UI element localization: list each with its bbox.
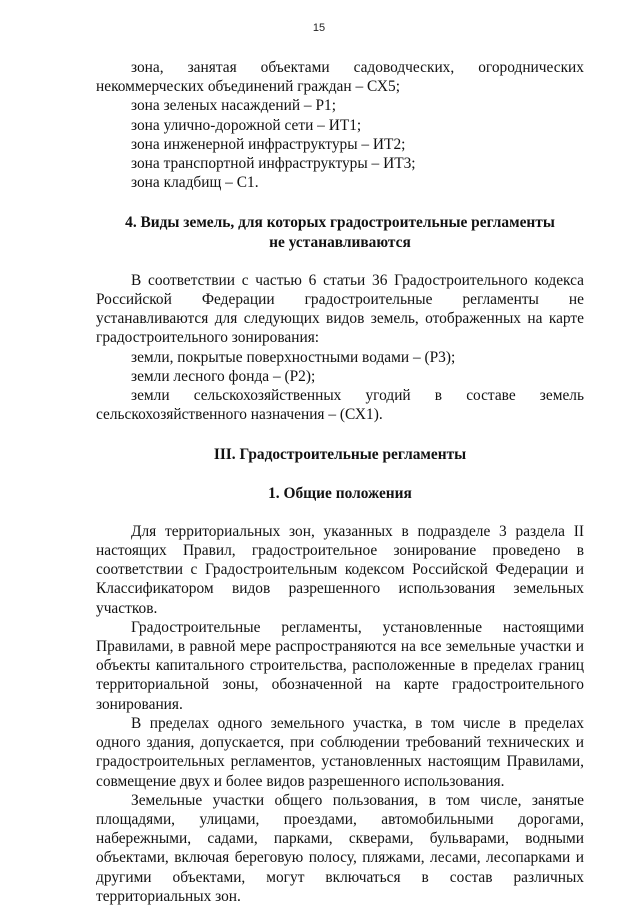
section1-paragraph-1: Для территориальных зон, указанных в подразделе 3 раздела II настоящих Правил, градостроительное зонирование проведено в соответствии с Градостроительным кодексом Российской Федерации и Классификатором видов разрешенного использования земельных участков. [96, 522, 584, 617]
part3-heading: III. Градостроительные регламенты [213, 446, 467, 464]
land-item-r2: земли лесного фонда – (Р2); [131, 367, 316, 385]
zone-item-r1: зона зеленых насаждений – Р1; [131, 97, 336, 115]
section4-heading-line2: не устанавливаются [269, 233, 411, 251]
section1-paragraph-3: В пределах одного земельного участка, в том числе в пределах одного здания, допускается, при соблюдении требований технических и градостроительных регламентов, установленных настоящим Правилами, совмещение двух и более видов разрешенного использования. [96, 714, 584, 790]
zone-item-it1: зона улично-дорожной сети – ИТ1; [131, 116, 362, 134]
zone-item-it3: зона транспортной инфраструктуры – ИТ3; [131, 155, 416, 173]
section1-paragraph-4: Земельные участки общего пользования, в том числе, занятые площадями, улицами, проездами, автомобильными дорогами, набережными, садами, парками, скверами, бульварами, водными объектами, включая береговую полосу, пляжами, лесами, лесопарками и другими объектами, могут включаться в состав различных территориальных зон. [96, 791, 584, 905]
zone-item-it2: зона инженерной инфраструктуры – ИТ2; [131, 135, 406, 153]
land-item-sx1-line1: земли сельскохозяйственных угодий в составе земель [131, 387, 584, 405]
section1-paragraph-2: Градостроительные регламенты, установленные настоящими Правилами, в равной мере распространяются на все земельные участки и объекты капитального строительства, расположенные в пределах границ территориальной зоны, обозначенной на карте градостроительного зонирования. [96, 618, 584, 713]
section4-heading-line1: 4. Виды земель, для которых градостроительные регламенты [125, 214, 555, 232]
section4-intro: В соответствии с частью 6 статьи 36 Градостроительного кодекса Российской Федерации градостроительные регламенты не устанавливаются для следующих видов земель, отображенных на карте градостроительного зонирования: [96, 271, 584, 347]
section1-heading: 1. Общие положения [268, 484, 412, 502]
page-number: 15 [312, 22, 326, 34]
land-item-r3: земли, покрытые поверхностными водами – (Р3); [131, 348, 456, 366]
land-item-sx1-line2: сельскохозяйственного назначения – (СХ1). [96, 406, 383, 424]
page-body [96, 58, 584, 906]
zone-item-sx5-line1: зона, занятая объектами садоводческих, огороднических [131, 59, 584, 76]
zone-item-c1: зона кладбищ – С1. [131, 174, 259, 192]
zone-item-sx5-line2: некоммерческих объединений граждан – СХ5; [96, 78, 400, 96]
